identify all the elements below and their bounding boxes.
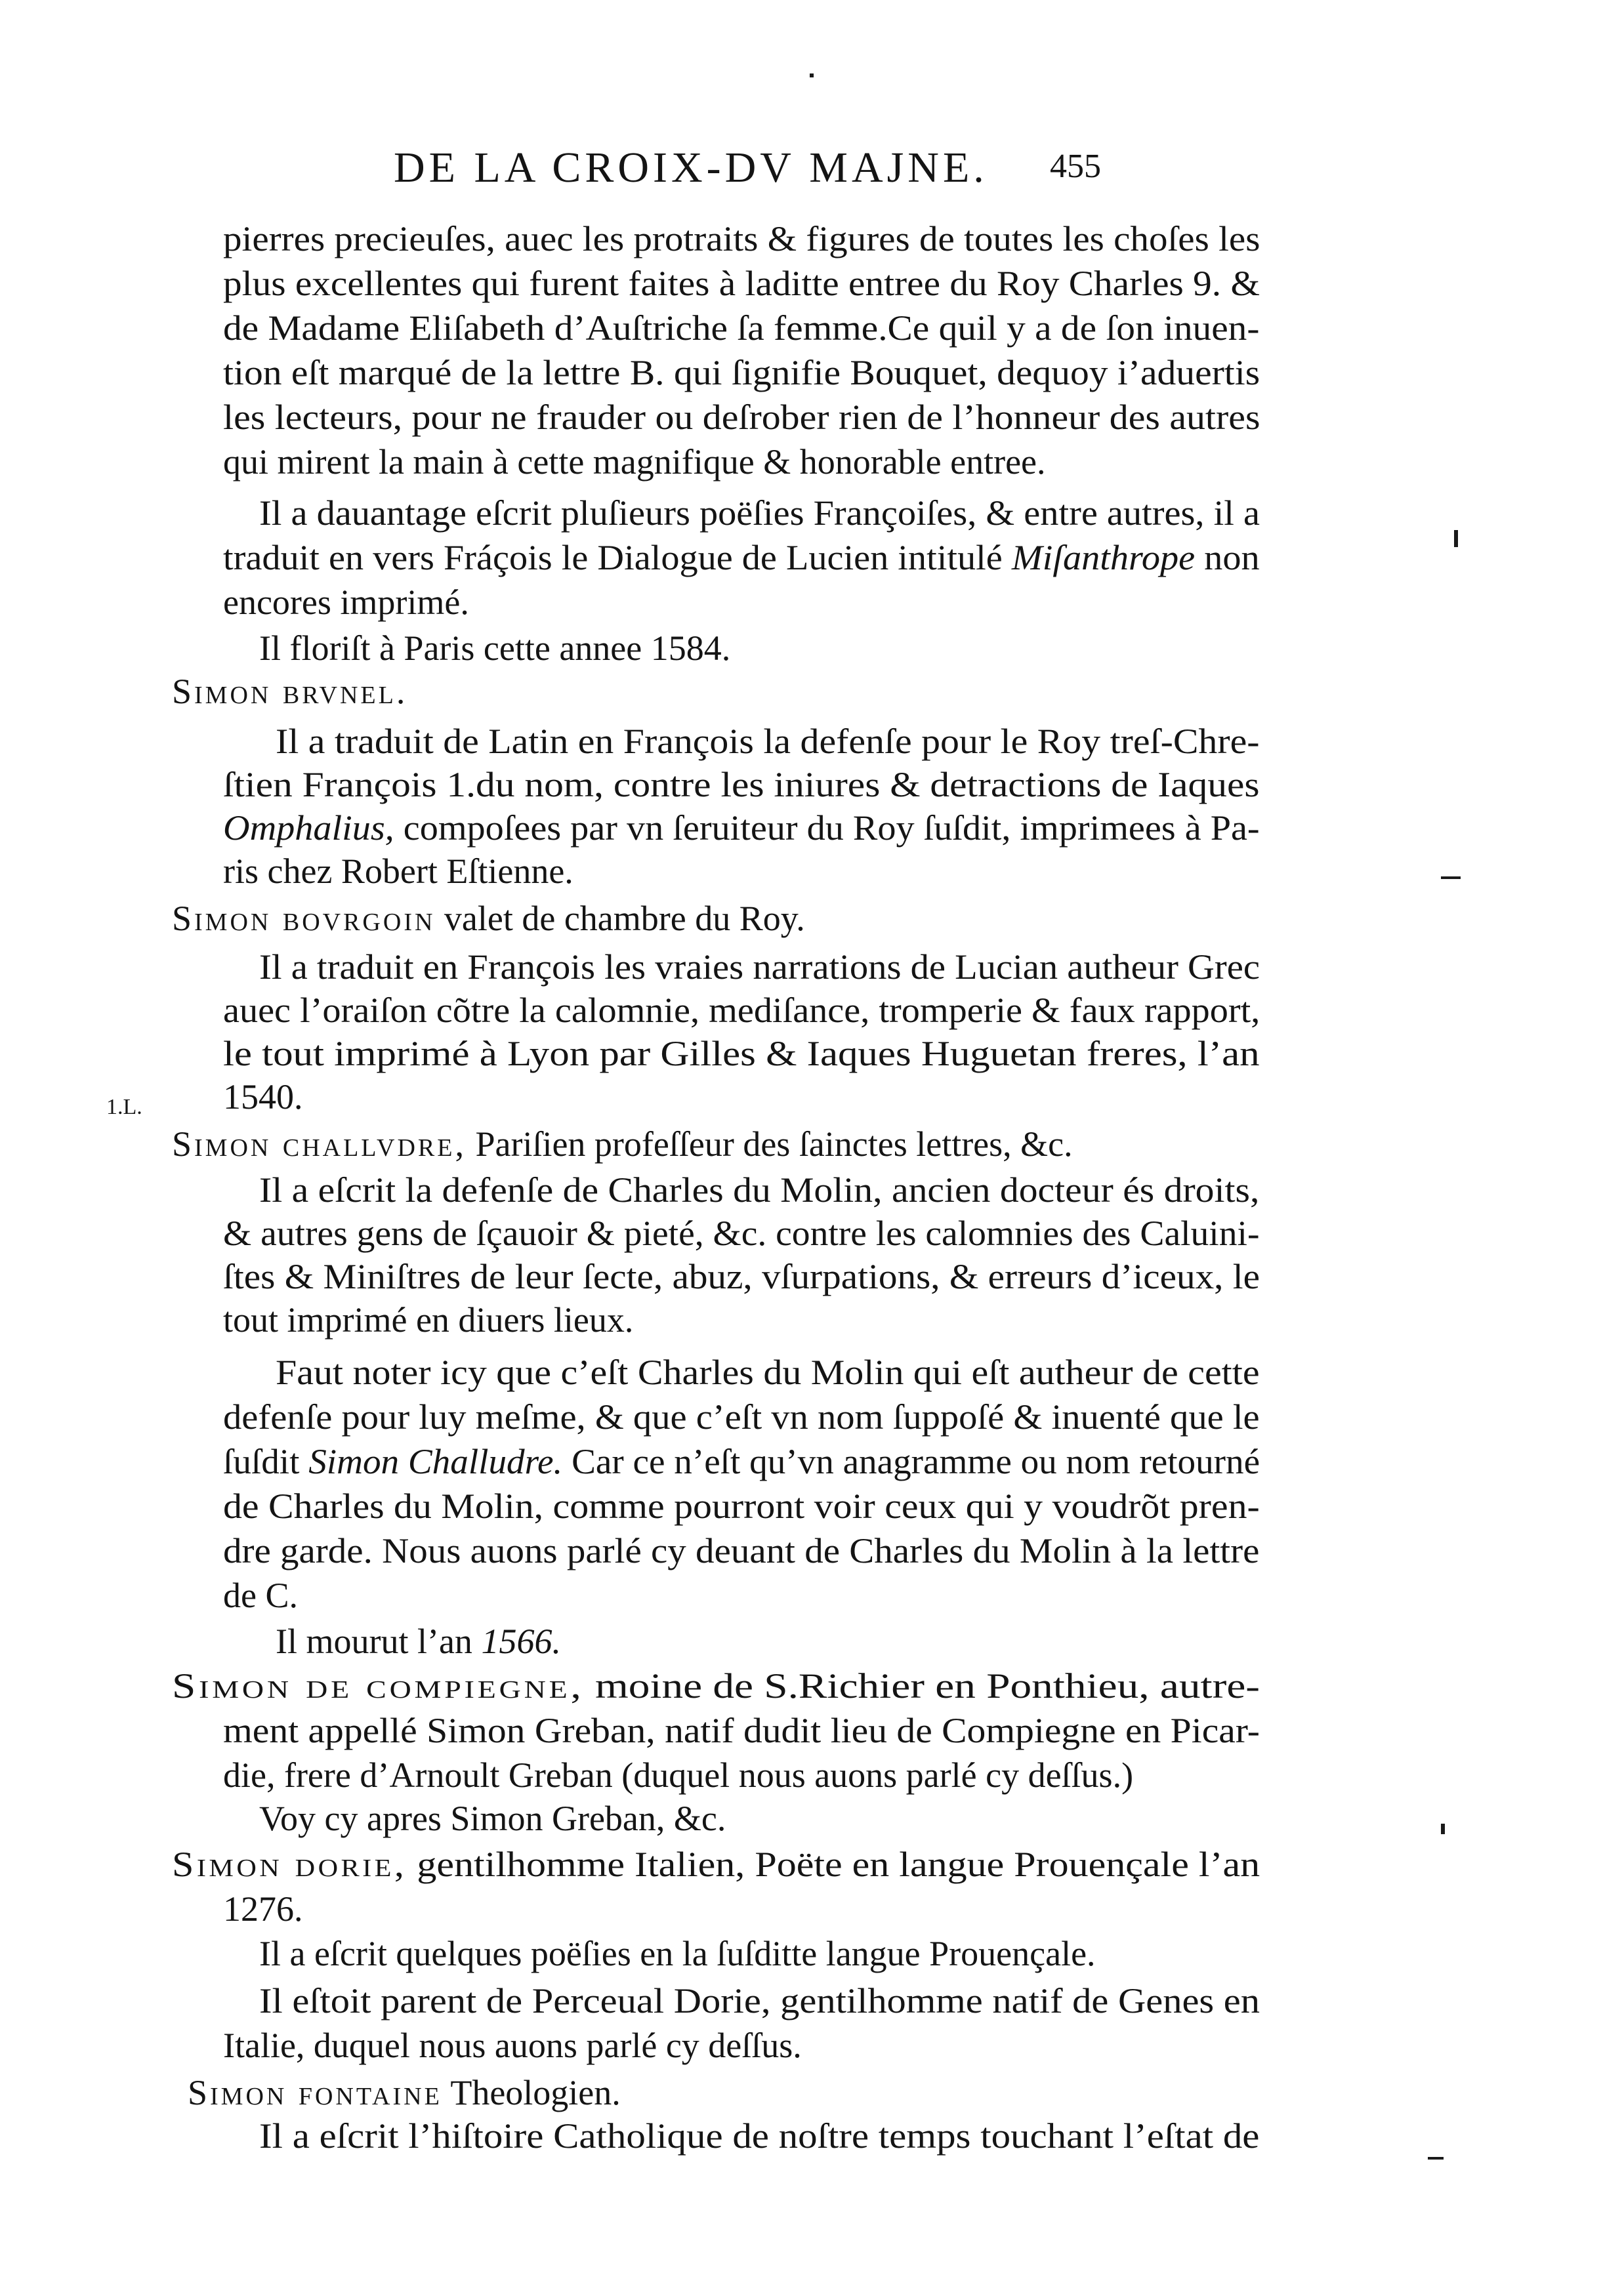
entry-heading-line [172,896,805,941]
italic-title: Simon Challudre. [308,1442,563,1481]
text-line: qui mirent la main à cette magnifique & honorable entree. [223,442,1046,482]
text-line: tout imprimé en diuers lieux. [223,1300,634,1340]
text-line [276,1619,561,1664]
author-name: Simon bovrgoin [172,899,436,938]
italic-title: Miſanthrope [1011,538,1196,577]
print-speck [1428,2157,1444,2160]
entry-heading-line [172,1842,1260,1887]
text-line: Il eſtoit parent de Perceual Dorie, gentilhomme natif de Genes en [259,1981,1260,2020]
text-line [223,1439,1260,1484]
entry-heading-line [188,2070,621,2115]
text-line: die, frere d’Arnoult Greban (duquel nous auons parlé cy deſſus.) [223,1755,1134,1795]
author-name: Simon fontaine [188,2073,442,2112]
author-name: Simon brvnel. [172,672,408,711]
text-line: 1276. [223,1889,303,1929]
author-name: Simon de compiegne, [172,1666,585,1706]
text-line [223,806,1260,850]
print-speck [1441,1824,1445,1834]
text-segment: compoſees par vn ſeruiteur du Roy ſuſdit, imprimees à Pa- [394,808,1260,848]
text-line: & autres gens de ſçauoir & pieté, &c. contre les calomnies des Caluini- [223,1214,1260,1253]
text-line: defenſe pour luy meſme, & que c’eſt vn nom ſuppoſé & inuenté que le [223,1397,1260,1437]
text-line: dre garde. Nous auons parlé cy deuant de Charles du Molin à la lettre [223,1531,1260,1570]
text-line: Italie, duquel nous auons parlé cy deſſus. [223,2026,802,2065]
text-segment: traduit en vers Fráçois le Dialogue de Lucien intitulé [223,538,1012,577]
text-line [223,535,1260,580]
text-line: de Madame Eliſabeth d’Auſtriche ſa femme.Ce quil y a de ſon inuen- [223,308,1260,348]
text-line: 1540. [223,1077,303,1117]
text-line: Il a eſcrit la defenſe de Charles du Molin, ancien docteur és droits, [259,1170,1260,1210]
entry-heading-line [172,1122,1073,1166]
text-line: plus excellentes qui furent faites à laditte entree du Roy Charles 9. & [223,264,1260,303]
text-line: ſtien François 1.du nom, contre les iniures & detractions de Iaques [223,765,1260,804]
text-line: le tout imprimé à Lyon par Gilles & Iaques Huguetan freres, l’an [223,1034,1260,1073]
print-speck [1454,530,1458,547]
author-description: gentilhomme Italien, Poëte en langue Prouençale l’an [407,1845,1260,1884]
text-line: tion eſt marqué de la lettre B. qui ſignifie Bouquet, dequoy i’aduertis [223,353,1260,392]
author-name: Simon challvdre, [172,1124,467,1164]
text-line: Il a eſcrit quelques poëſies en la ſuſditte langue Prouençale. [259,1934,1096,1973]
page-number: 455 [1050,148,1101,185]
author-name: Simon dorie, [172,1845,407,1884]
text-line: de Charles du Molin, comme pourront voir ceux qui y voudrõt pren- [223,1486,1260,1526]
text-segment: non [1195,538,1260,577]
text-line: pierres precieuſes, auec les protraits & figures de toutes les choſes les [223,219,1260,258]
italic-title: Omphalius, [223,808,394,848]
text-line: Voy cy apres Simon Greban, &c. [259,1799,726,1838]
page-header [394,143,1286,209]
print-speck [1441,876,1461,879]
author-description: moine de S.Richier en Ponthieu, autre- [584,1666,1260,1706]
text-line: Il a traduit de Latin en François la defenſe pour le Roy treſ-Chre- [276,722,1260,761]
text-line: Il a dauantage eſcrit pluſieurs poëſies Françoiſes, & entre autres, il a [259,493,1260,533]
text-line: ſtes & Miniſtres de leur ſecte, abuz, vſurpations, & erreurs d’iceux, le [223,1257,1260,1296]
text-line: encores imprimé. [223,583,469,622]
author-description: Theologien. [442,2073,621,2112]
italic-title: 1566. [481,1622,561,1661]
text-line: de C. [223,1576,298,1615]
author-description: Pariſien profeſſeur des ſainctes lettres, &c. [466,1124,1073,1164]
text-line: Il a traduit en François les vraies narrations de Lucian autheur Grec [259,947,1260,987]
running-title: DE LA CROIX-DV MAJNE. [394,144,988,192]
text-line: ris chez Robert Eſtienne. [223,851,573,891]
text-line: les lecteurs, pour ne frauder ou deſrober rien de l’honneur des autres [223,398,1260,437]
margin-note: 1.L. [106,1095,142,1119]
text-line: ment appellé Simon Greban, natif dudit lieu de Compiegne en Picar- [223,1711,1260,1750]
text-segment: Il mourut l’an [276,1622,482,1661]
text-segment: ſuſdit [223,1442,309,1481]
entry-heading-line [172,669,407,714]
text-segment: Car ce n’eſt qu’vn anagramme ou nom retourné [562,1442,1260,1481]
text-line: Il a eſcrit l’hiſtoire Catholique de noſtre temps touchant l’eſtat de [259,2116,1260,2156]
entry-heading-line [172,1664,1260,1708]
print-speck [810,73,814,77]
author-description: valet de chambre du Roy. [435,899,805,938]
text-line: Faut noter icy que c’eſt Charles du Molin qui eſt autheur de cette [276,1353,1260,1392]
text-line: Il floriſt à Paris cette annee 1584. [259,628,731,668]
text-line: auec l’oraiſon cõtre la calomnie, mediſance, tromperie & faux rapport, [223,991,1260,1030]
